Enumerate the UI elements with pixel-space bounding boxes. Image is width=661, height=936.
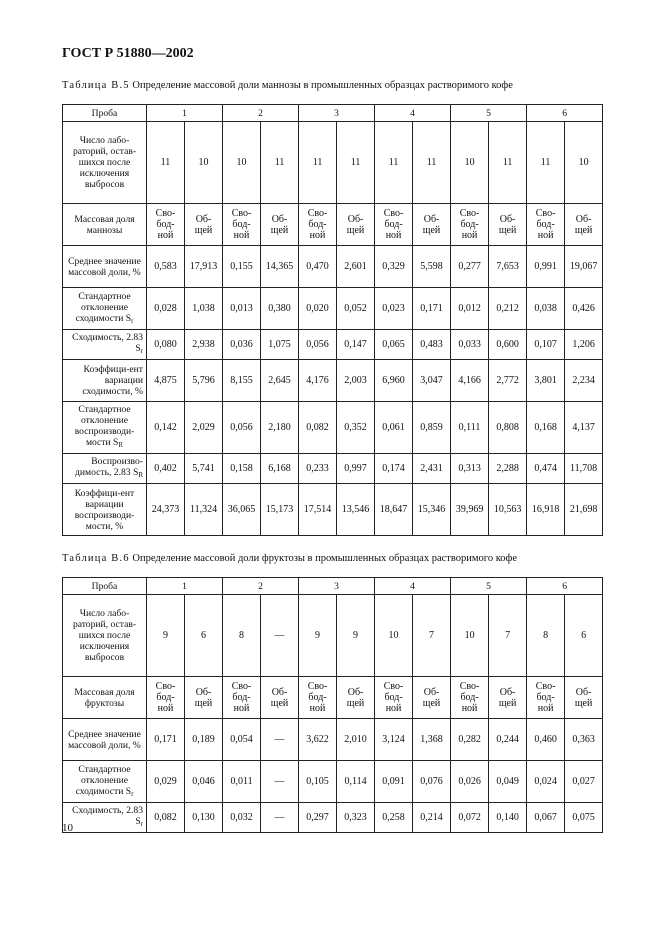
table-cell: 11,324 <box>185 484 223 536</box>
table-cell: 0,600 <box>489 330 527 360</box>
proba-label: Проба <box>63 578 147 595</box>
table-cell: 0,012 <box>451 288 489 330</box>
table-cell: 11 <box>147 122 185 204</box>
table-cell: 0,352 <box>337 402 375 454</box>
table-cell: Сво-бод-ной <box>375 204 413 246</box>
table-cell: 0,080 <box>147 330 185 360</box>
table-cell: 0,171 <box>413 288 451 330</box>
table-cell: 0,313 <box>451 454 489 484</box>
table-cell: 10 <box>451 122 489 204</box>
table-cell: 4,166 <box>451 360 489 402</box>
table-cell: 13,546 <box>337 484 375 536</box>
table-cell: 17,913 <box>185 246 223 288</box>
table-cell: 2,288 <box>489 454 527 484</box>
row-label <box>63 360 147 402</box>
table-cell: 0,282 <box>451 719 489 761</box>
table-cell: 0,111 <box>451 402 489 454</box>
table-cell: 5,741 <box>185 454 223 484</box>
table-cell: 2,431 <box>413 454 451 484</box>
table-cell: 10 <box>375 595 413 677</box>
table-cell: 0,171 <box>147 719 185 761</box>
table-cell: 6 <box>565 595 603 677</box>
table-cell: 0,056 <box>223 402 261 454</box>
table-cell: 0,027 <box>565 761 603 803</box>
table-row <box>63 719 603 761</box>
table-cell: Сво-бод-ной <box>147 204 185 246</box>
row-label-text: Число лабо-раторий, остав-шихся после исключения выбросов <box>72 608 137 663</box>
table-cell: 0,075 <box>565 803 603 833</box>
table-cell: 7 <box>413 595 451 677</box>
table-cell: Об-щей <box>261 204 299 246</box>
table-cell: 0,130 <box>185 803 223 833</box>
table-cell: 0,214 <box>413 803 451 833</box>
table-cell: 14,365 <box>261 246 299 288</box>
table-cell: 11 <box>375 122 413 204</box>
table-cell: 9 <box>337 595 375 677</box>
table-cell: 0,038 <box>527 288 565 330</box>
table-cell: 0,028 <box>147 288 185 330</box>
proba-number: 1 <box>147 578 223 595</box>
table-cell: 0,052 <box>337 288 375 330</box>
table-cell: 0,297 <box>299 803 337 833</box>
table-cell: 0,147 <box>337 330 375 360</box>
table-cell: 0,470 <box>299 246 337 288</box>
table-cell: 0,808 <box>489 402 527 454</box>
table-row <box>63 484 603 536</box>
table-cell: 0,363 <box>565 719 603 761</box>
row-label-subscript: r <box>140 820 143 828</box>
table-b5-caption <box>62 80 513 91</box>
table-cell: — <box>261 803 299 833</box>
table-cell: — <box>261 719 299 761</box>
table-cell: 0,189 <box>185 719 223 761</box>
table-cell: 4,176 <box>299 360 337 402</box>
proba-number: 6 <box>527 578 603 595</box>
table-cell: 0,233 <box>299 454 337 484</box>
table-cell: Об-щей <box>185 204 223 246</box>
table-cell: — <box>261 595 299 677</box>
table-cell: Сво-бод-ной <box>147 677 185 719</box>
table-cell: 10 <box>223 122 261 204</box>
proba-number: 5 <box>451 105 527 122</box>
row-label-text: Воспроизво-димость, 2.83 S <box>75 456 143 478</box>
table-cell: Об-щей <box>185 677 223 719</box>
table-cell: Сво-бод-ной <box>223 677 261 719</box>
table-b6-caption-prefix: Таблица В.6 <box>62 553 130 564</box>
table-b6-caption <box>62 553 517 564</box>
table-cell: 2,938 <box>185 330 223 360</box>
row-label-text: Массовая доля фруктозы <box>74 686 135 709</box>
table-cell: 1,368 <box>413 719 451 761</box>
table-cell: 0,583 <box>147 246 185 288</box>
table-cell: 11 <box>489 122 527 204</box>
row-label <box>63 761 147 803</box>
table-cell: 0,329 <box>375 246 413 288</box>
table-cell: 15,173 <box>261 484 299 536</box>
table-cell: 0,082 <box>147 803 185 833</box>
proba-number: 2 <box>223 578 299 595</box>
table-cell: 36,065 <box>223 484 261 536</box>
table-cell: 0,046 <box>185 761 223 803</box>
table-cell: 0,054 <box>223 719 261 761</box>
row-label-text: Коэффици-ент вариации сходимости, % <box>82 364 143 397</box>
table-cell: 1,206 <box>565 330 603 360</box>
table-cell: 0,065 <box>375 330 413 360</box>
row-label <box>63 122 147 204</box>
table-cell: 0,426 <box>565 288 603 330</box>
table-b5-caption-text: Определение массовой доли маннозы в промышленных образцах растворимого кофе <box>132 80 513 91</box>
row-label-text: Стандартное отклонение сходимости S <box>75 290 132 324</box>
table-cell: Об-щей <box>565 204 603 246</box>
table-cell: Сво-бод-ной <box>451 204 489 246</box>
table-b5 <box>62 104 603 536</box>
header-row <box>63 105 603 122</box>
row-label-text: Среднее значение массовой доли, % <box>68 728 141 751</box>
table-cell: Сво-бод-ной <box>375 677 413 719</box>
table-cell: 4,137 <box>565 402 603 454</box>
row-label-subscript: r <box>131 316 134 325</box>
table-row <box>63 288 603 330</box>
table-cell: 4,875 <box>147 360 185 402</box>
table-cell: Об-щей <box>413 677 451 719</box>
row-label-text: Число лабо-раторий, остав-шихся после исключения выбросов <box>72 135 137 190</box>
table-cell: 11 <box>261 122 299 204</box>
header-row <box>63 578 603 595</box>
proba-number: 4 <box>375 578 451 595</box>
table-cell: 9 <box>299 595 337 677</box>
table-cell: 15,346 <box>413 484 451 536</box>
table-cell: 0,483 <box>413 330 451 360</box>
table-cell: 21,698 <box>565 484 603 536</box>
table-cell: 0,024 <box>527 761 565 803</box>
table-cell: 16,918 <box>527 484 565 536</box>
table-b6-caption-text: Определение массовой доли фруктозы в промышленных образцах растворимого кофе <box>132 553 517 564</box>
table-cell: 0,029 <box>147 761 185 803</box>
table-cell: 8 <box>223 595 261 677</box>
table-cell: 10 <box>451 595 489 677</box>
table-cell: 0,036 <box>223 330 261 360</box>
table-cell: 0,032 <box>223 803 261 833</box>
table-cell: 39,969 <box>451 484 489 536</box>
table-cell: 24,373 <box>147 484 185 536</box>
table-cell: Об-щей <box>337 204 375 246</box>
table-cell: 2,010 <box>337 719 375 761</box>
row-label <box>63 595 147 677</box>
table-cell: 0,114 <box>337 761 375 803</box>
table-cell: 6,960 <box>375 360 413 402</box>
table-cell: 11 <box>337 122 375 204</box>
table-cell: 5,598 <box>413 246 451 288</box>
page-number: 10 <box>62 822 73 834</box>
table-cell: 0,158 <box>223 454 261 484</box>
table-cell: 19,067 <box>565 246 603 288</box>
table-cell: 2,601 <box>337 246 375 288</box>
table-cell: 0,011 <box>223 761 261 803</box>
table-cell: 0,107 <box>527 330 565 360</box>
table-cell: 9 <box>147 595 185 677</box>
table-cell: 17,514 <box>299 484 337 536</box>
table-cell: 11 <box>299 122 337 204</box>
table-cell: Сво-бод-ной <box>527 677 565 719</box>
table-cell: 0,402 <box>147 454 185 484</box>
row-label <box>63 330 147 360</box>
table-cell: 0,026 <box>451 761 489 803</box>
row-label-text: Среднее значение массовой доли, % <box>68 255 141 278</box>
table-cell: 0,067 <box>527 803 565 833</box>
table-cell: 5,796 <box>185 360 223 402</box>
proba-number: 1 <box>147 105 223 122</box>
table-cell: 3,124 <box>375 719 413 761</box>
table-cell: 0,061 <box>375 402 413 454</box>
row-label <box>63 402 147 454</box>
table-cell: 0,244 <box>489 719 527 761</box>
table-cell: 0,323 <box>337 803 375 833</box>
table-cell: 0,020 <box>299 288 337 330</box>
proba-number: 3 <box>299 578 375 595</box>
table-row <box>63 454 603 484</box>
table-cell: 10 <box>565 122 603 204</box>
row-label-text: Сходимость, 2.83 S <box>72 332 143 354</box>
table-cell: 0,155 <box>223 246 261 288</box>
row-label <box>63 288 147 330</box>
table-cell: — <box>261 761 299 803</box>
table-cell: 0,072 <box>451 803 489 833</box>
table-cell: 1,075 <box>261 330 299 360</box>
table-cell: 0,049 <box>489 761 527 803</box>
proba-number: 2 <box>223 105 299 122</box>
table-cell: 0,997 <box>337 454 375 484</box>
table-row <box>63 122 603 204</box>
table-cell: 0,105 <box>299 761 337 803</box>
row-label-text: Стандартное отклонение сходимости S <box>75 763 132 797</box>
table-cell: 2,645 <box>261 360 299 402</box>
table-cell: 0,076 <box>413 761 451 803</box>
table-cell: Об-щей <box>261 677 299 719</box>
table-cell: Сво-бод-ной <box>223 204 261 246</box>
proba-number: 5 <box>451 578 527 595</box>
table-cell: 11,708 <box>565 454 603 484</box>
row-label <box>63 484 147 536</box>
table-cell: 0,082 <box>299 402 337 454</box>
table-cell: 0,380 <box>261 288 299 330</box>
table-cell: 0,460 <box>527 719 565 761</box>
proba-label: Проба <box>63 105 147 122</box>
table-cell: 6 <box>185 595 223 677</box>
table-cell: 10,563 <box>489 484 527 536</box>
table-cell: 0,013 <box>223 288 261 330</box>
table-cell: 2,180 <box>261 402 299 454</box>
table-cell: 18,647 <box>375 484 413 536</box>
table-b6 <box>62 577 603 833</box>
table-cell: Об-щей <box>337 677 375 719</box>
table-row <box>63 204 603 246</box>
row-label <box>63 454 147 484</box>
table-row <box>63 246 603 288</box>
table-cell: 0,140 <box>489 803 527 833</box>
row-label-text: Коэффици-ент вариации воспроизводи-мости, % <box>74 487 135 532</box>
row-label-subscript: r <box>140 347 143 355</box>
table-cell: 0,474 <box>527 454 565 484</box>
table-row <box>63 595 603 677</box>
proba-number: 4 <box>375 105 451 122</box>
table-cell: 0,859 <box>413 402 451 454</box>
table-cell: 3,047 <box>413 360 451 402</box>
proba-number: 3 <box>299 105 375 122</box>
table-cell: 2,234 <box>565 360 603 402</box>
row-label-text: Сходимость, 2.83 S <box>72 805 143 827</box>
row-label <box>63 719 147 761</box>
document-header: ГОСТ Р 51880—2002 <box>62 46 194 61</box>
table-row <box>63 330 603 360</box>
row-label-subscript: R <box>118 441 124 449</box>
table-cell: 0,168 <box>527 402 565 454</box>
table-cell: 0,258 <box>375 803 413 833</box>
table-cell: 11 <box>413 122 451 204</box>
table-cell: Об-щей <box>413 204 451 246</box>
table-cell: 1,038 <box>185 288 223 330</box>
table-cell: 7,653 <box>489 246 527 288</box>
table-b5-caption-prefix: Таблица В.5 <box>62 80 130 91</box>
table-cell: 2,772 <box>489 360 527 402</box>
table-cell: 10 <box>185 122 223 204</box>
table-cell: 6,168 <box>261 454 299 484</box>
row-label <box>63 803 147 833</box>
row-label <box>63 677 147 719</box>
table-cell: 0,056 <box>299 330 337 360</box>
table-cell: 0,023 <box>375 288 413 330</box>
table-cell: Об-щей <box>565 677 603 719</box>
table-cell: Сво-бод-ной <box>527 204 565 246</box>
row-label-subscript: r <box>131 789 134 798</box>
table-cell: 2,003 <box>337 360 375 402</box>
row-label-subscript: R <box>138 471 143 479</box>
table-cell: 3,622 <box>299 719 337 761</box>
table-cell: 0,277 <box>451 246 489 288</box>
table-row <box>63 803 603 833</box>
table-cell: 0,033 <box>451 330 489 360</box>
table-row <box>63 402 603 454</box>
proba-number: 6 <box>527 105 603 122</box>
table-cell: 11 <box>527 122 565 204</box>
table-cell: 8 <box>527 595 565 677</box>
table-cell: 0,091 <box>375 761 413 803</box>
table-cell: 0,142 <box>147 402 185 454</box>
table-cell: 0,212 <box>489 288 527 330</box>
row-label <box>63 246 147 288</box>
table-cell: 2,029 <box>185 402 223 454</box>
table-cell: Об-щей <box>489 677 527 719</box>
table-cell: 7 <box>489 595 527 677</box>
table-cell: 8,155 <box>223 360 261 402</box>
table-cell: Об-щей <box>489 204 527 246</box>
table-row <box>63 761 603 803</box>
table-cell: Сво-бод-ной <box>299 204 337 246</box>
row-label-text: Стандартное отклонение воспроизводи-мости S <box>74 404 135 448</box>
table-cell: 0,991 <box>527 246 565 288</box>
table-cell: Сво-бод-ной <box>451 677 489 719</box>
row-label-text: Массовая доля маннозы <box>74 213 135 236</box>
row-label <box>63 204 147 246</box>
table-row <box>63 677 603 719</box>
table-cell: 3,801 <box>527 360 565 402</box>
table-cell: 0,174 <box>375 454 413 484</box>
table-row <box>63 360 603 402</box>
table-cell: Сво-бод-ной <box>299 677 337 719</box>
